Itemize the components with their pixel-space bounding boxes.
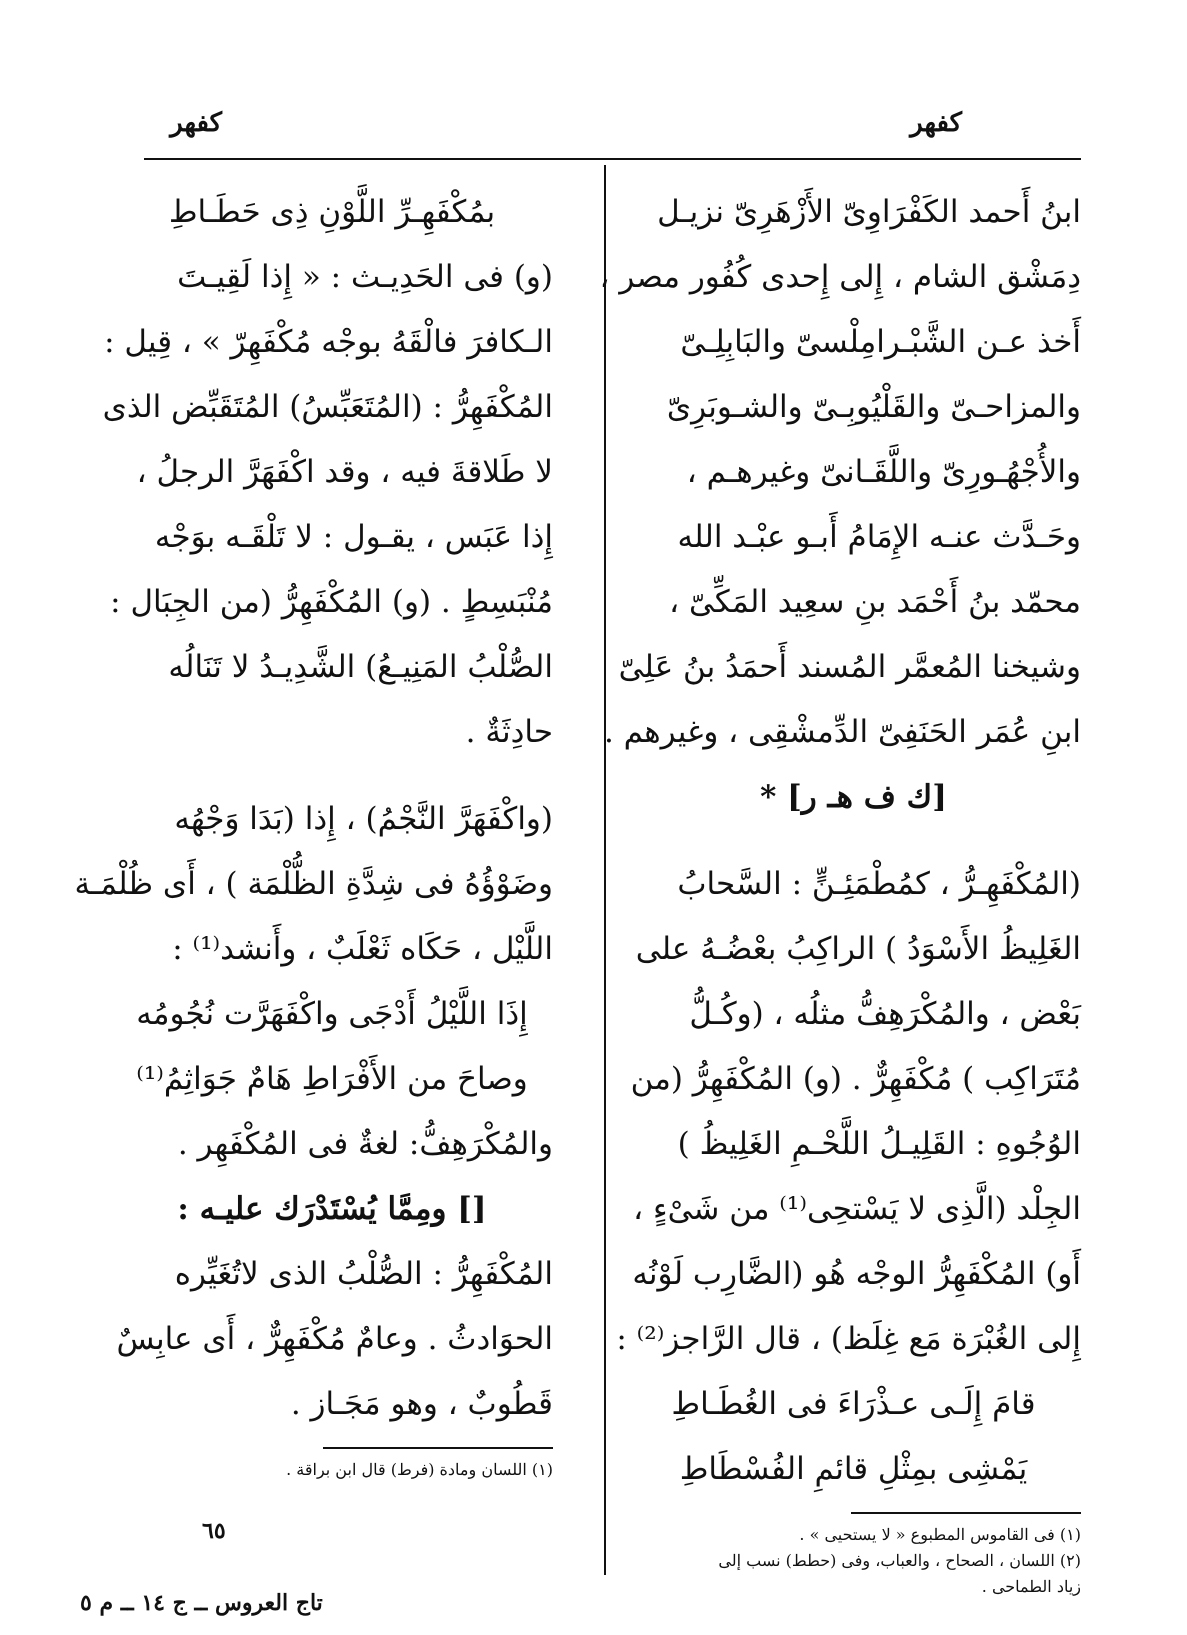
left-column [74, 180, 553, 1483]
text-line: المُكْفَهِرُّ : الصُّلْبُ الذى لاتُغَيِّره [174, 1256, 553, 1292]
text-line: وشيخنا المُعمَّر المُسند أَحمَدُ بنُ عَلِىّ [618, 649, 1081, 685]
footnote: (٢) اللسان ، الصحاح ، والعباب، وفى (حطط) نسب إلى [718, 1551, 1081, 1570]
verse-line: قامَ إِلَـى عـذْرَاءَ فى الغُطَـاطِ [671, 1386, 1036, 1422]
text-line: والأُجْهُـورِىّ واللَّقَـانىّ وغيرهـم ، [686, 454, 1081, 490]
text-line: والمُكْرَهِفُّ: لغةٌ فى المُكْفَهِر . [177, 1126, 553, 1162]
verse-line: يَمْشِى بمِثْلِ قائمِ الفُسْطَاطِ [679, 1451, 1028, 1487]
text-line: والمزاحـىّ والقَلْيُوبِـىّ والشـوبَرِىّ [666, 389, 1081, 425]
text-line: الـكافرَ فالْقَهُ بوجْه مُكْفَهِرّ » ، قِيل : [104, 324, 553, 360]
text-line: (واكْفَهَرَّ النَّجْمُ) ، إِذا (بَدَا وَجْهُه [174, 801, 553, 837]
right-column [599, 180, 1081, 1600]
text-line: قَطُوبٌ ، وهو مَجَـاز . [290, 1386, 553, 1422]
text-line: مُتَرَاكِب ) مُكْفَهِرٌّ . (و) المُكْفَهِرُّ (من [630, 1061, 1081, 1097]
text-line: (و) فى الحَدِيـث : « إِذا لَقِيـتَ [177, 259, 553, 295]
footnote: (١) اللسان ومادة (فرط) قال ابن براقة . [286, 1460, 553, 1479]
footnote: (١) فى القاموس المطبوع « لا يستحيى » . [799, 1525, 1081, 1544]
verse-line: وصاحَ من الأَفْرَاطِ هَامٌ جَوَاثِمُ⁽¹⁾ [136, 1061, 528, 1097]
text-line: الحوَادثُ . وعامٌ مُكْفَهِرٌّ ، أَى عابِسٌ [116, 1321, 553, 1357]
column-divider [604, 165, 606, 1575]
text-line: الوُجُوهِ : القَلِيـلُ اللَّحْـمِ الغَلِيظُ ) [677, 1126, 1081, 1162]
text-line: بَعْض ، والمُكْرَهِفُّ مثلُه ، (وكُـلُّ [689, 996, 1081, 1032]
text-line: حادِثَةٌ . [465, 714, 553, 750]
running-head-left: كفهر [170, 108, 222, 138]
verse-line: إِذَا اللَّيْلُ أَدْجَى واكْفَهَرَّت نُجُومُه [136, 996, 528, 1032]
text-line: مُنْبَسِطٍ . (و) المُكْفَهِرُّ (من الجِبَال : [110, 584, 553, 620]
text-line: دِمَشْق الشام ، إِلى إِحدى كُفُور مصر ، [599, 259, 1081, 295]
subheading: [] ومِمَّا يُسْتَدْرَك عليـه : [177, 1191, 487, 1227]
header-rule [144, 158, 1081, 160]
text-line: الصُّلْبُ المَنِيـعُ) الشَّدِيـدُ لا تَنَالُه [168, 649, 553, 685]
text-line: الغَلِيظُ الأَسْوَدُ ) الراكِبُ بعْضُـهُ على [635, 931, 1081, 967]
text-line: الجِلْد (الَّذِى لا يَسْتحِى⁽¹⁾ من شَىْءٍ ، [633, 1191, 1081, 1227]
page-number: ٦٥ [202, 1518, 226, 1544]
text-line: إِذا عَبَس ، يقـول : لا تَلْقَـه بوَجْه [154, 519, 553, 555]
text-line: أَخذ عـن الشَّبْـرامِلْسىّ والبَابِلِـىّ [680, 324, 1081, 360]
text-line: أَو) المُكْفَهِرُّ الوجْه هُو (الضَّارِب لَوْنُه [632, 1256, 1081, 1292]
running-head-right: كفهر [910, 108, 962, 138]
text-line: المُكْفَهِرُّ : (المُتَعَبِّسُ) المُتَقَبِّض الذى [102, 389, 553, 425]
text-line: اللَّيْل ، حَكَاه ثَعْلَبٌ ، وأَنشد⁽¹⁾ : [172, 931, 553, 967]
text-line: إِلى الغُبْرَة مَع غِلَظ) ، قال الرَّاجز⁽²⁾ : [616, 1321, 1081, 1357]
footnote: زياد الطماحى . [981, 1577, 1081, 1596]
text-line: محمّد بنُ أَحْمَد بنِ سعِيد المَكِّىّ ، [669, 584, 1081, 620]
text-line: وحَـدَّث عنـه الإِمَامُ أَبـو عبْـد الله [677, 519, 1081, 555]
text-line: ابنُ أَحمد الكَفْرَاوِىّ الأَزْهَرِىّ نزيـل [657, 194, 1081, 230]
text-line: (المُكْفَهِـرُّ ، كمُطْمَئِـنٍّ : السَّحابُ [677, 866, 1081, 902]
entry-heading: [ك ف هـ ر] * [760, 779, 947, 815]
signature-line: تاج العروس ــ ج ١٤ ــ م ٥ [80, 1590, 323, 1616]
footnote-rule [323, 1447, 553, 1449]
text-line: لا طَلاقةَ فيه ، وقد اكْفَهَرَّ الرجلُ ، [136, 454, 553, 490]
text-line: وضَوْؤُهُ فى شِدَّةِ الظُّلْمَة ) ، أَى ظُلْمَـة [74, 866, 553, 902]
text-line: ابنِ عُمَر الحَنَفِىّ الدِّمشْقِى ، وغيرهم . [603, 714, 1081, 750]
verse-line: بمُكْفَهِـرِّ اللَّوْنِ ذِى حَطَـاطِ [168, 194, 496, 230]
footnote-rule [851, 1512, 1081, 1514]
